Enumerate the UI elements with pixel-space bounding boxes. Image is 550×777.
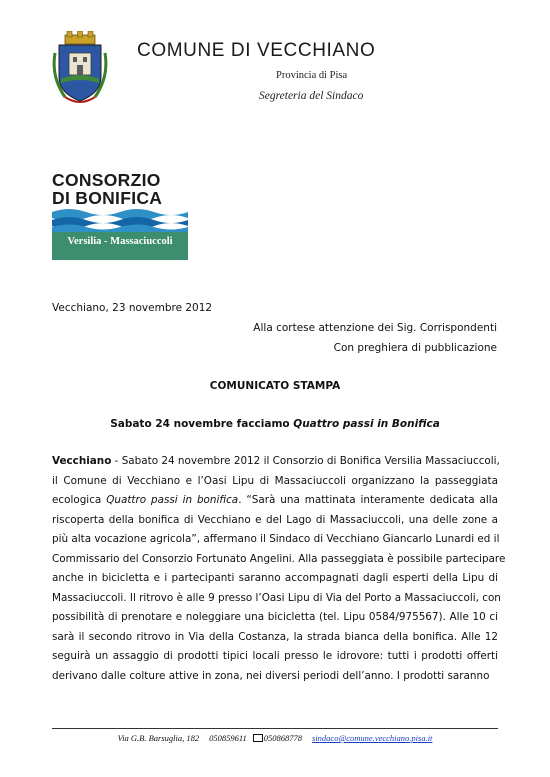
municipal-crest-logo — [51, 31, 109, 107]
footer-phone: 050859611 — [209, 733, 247, 743]
body-paragraph — [52, 452, 506, 686]
body-line: Massaciuccoli. Il ritrovo è alle 9 presso l’Oasi Lipu di Via del Porto a Massaciuccoli, con — [52, 591, 501, 604]
consorzio-logo — [52, 170, 188, 260]
letter-date: Vecchiano, 23 novembre 2012 — [52, 302, 213, 314]
logo-line-1: CONSORZIO — [52, 170, 161, 190]
body-line: sarà il secondo ritrovo in Via della Costanza, la strada bianca della bonifica. Alle 12 — [52, 630, 498, 643]
body-line: più alta vocazione agricola”, affermano il Sindaco di Vecchiano Giancarlo Lunardi ed il — [52, 533, 500, 545]
headline — [0, 418, 550, 430]
body-line: riscoperta della bonifica di Vecchiano e del Lago di Massaciuccoli, una delle zone a — [52, 513, 498, 526]
body-line: derivano dalle colture attive in zona, nei diversi periodi dell’anno. I prodotti saranno — [52, 669, 490, 682]
publication-request: Con preghiera di pubblicazione — [333, 342, 497, 354]
footer-contacts — [0, 733, 550, 743]
footer-address: Via G.B. Barsuglia, 182 — [117, 733, 200, 743]
body-line: possibilità di prenotare e noleggiare una bicicletta (tel. Lipu 0584/975567). Alle 10 ci — [52, 611, 498, 623]
dateline-city: Vecchiano — [52, 455, 112, 467]
body-line: ecologica Quattro passi in bonifica. “Sarà una mattinata interamente dedicata alla — [52, 494, 499, 506]
fax-icon — [253, 734, 263, 742]
footer-email-link[interactable]: sindaco@comune.vecchiano.pisa.it — [312, 733, 433, 743]
province-label: Provincia di Pisa — [276, 70, 348, 81]
body-line: Vecchiano - Sabato 24 novembre 2012 il Consorzio di Bonifica Versilia Massaciuccoli, — [52, 455, 500, 467]
commune-title: COMUNE DI VECCHIANO — [137, 40, 376, 61]
body-line: il Comune di Vecchiano e l’Oasi Lipu di Massaciuccoli organizzano la passeggiata — [52, 474, 498, 487]
logo-line-2: DI BONIFICA — [52, 188, 163, 208]
headline-event-name: Quattro passi in Bonifica — [293, 418, 440, 430]
body-line: seguirà un assaggio di prodotti tipici locali presso le idrovore: tutti i prodotti offerti — [52, 650, 498, 662]
logo-subtitle: Versilia - Massaciuccoli — [67, 236, 173, 247]
recipient-line: Alla cortese attenzione dei Sig. Corrispondenti — [253, 322, 497, 334]
headline-text: Sabato 24 novembre facciamo — [110, 418, 294, 430]
event-name-inline: Quattro passi in bonifica — [106, 494, 239, 506]
footer-fax: 050868778 — [263, 733, 302, 743]
press-release-title: COMUNICATO STAMPA — [209, 380, 341, 392]
body-line: anche in bicicletta e i partecipanti saranno accompagnati dagli esperti della Lipu di — [52, 572, 498, 584]
body-line: Commissario del Consorzio Fortunato Angelini. Alla passeggiata è possibile partecipare — [52, 552, 506, 565]
water-waves-graphic — [52, 208, 188, 260]
footer-divider — [52, 728, 498, 729]
office-label: Segreteria del Sindaco — [259, 90, 364, 102]
